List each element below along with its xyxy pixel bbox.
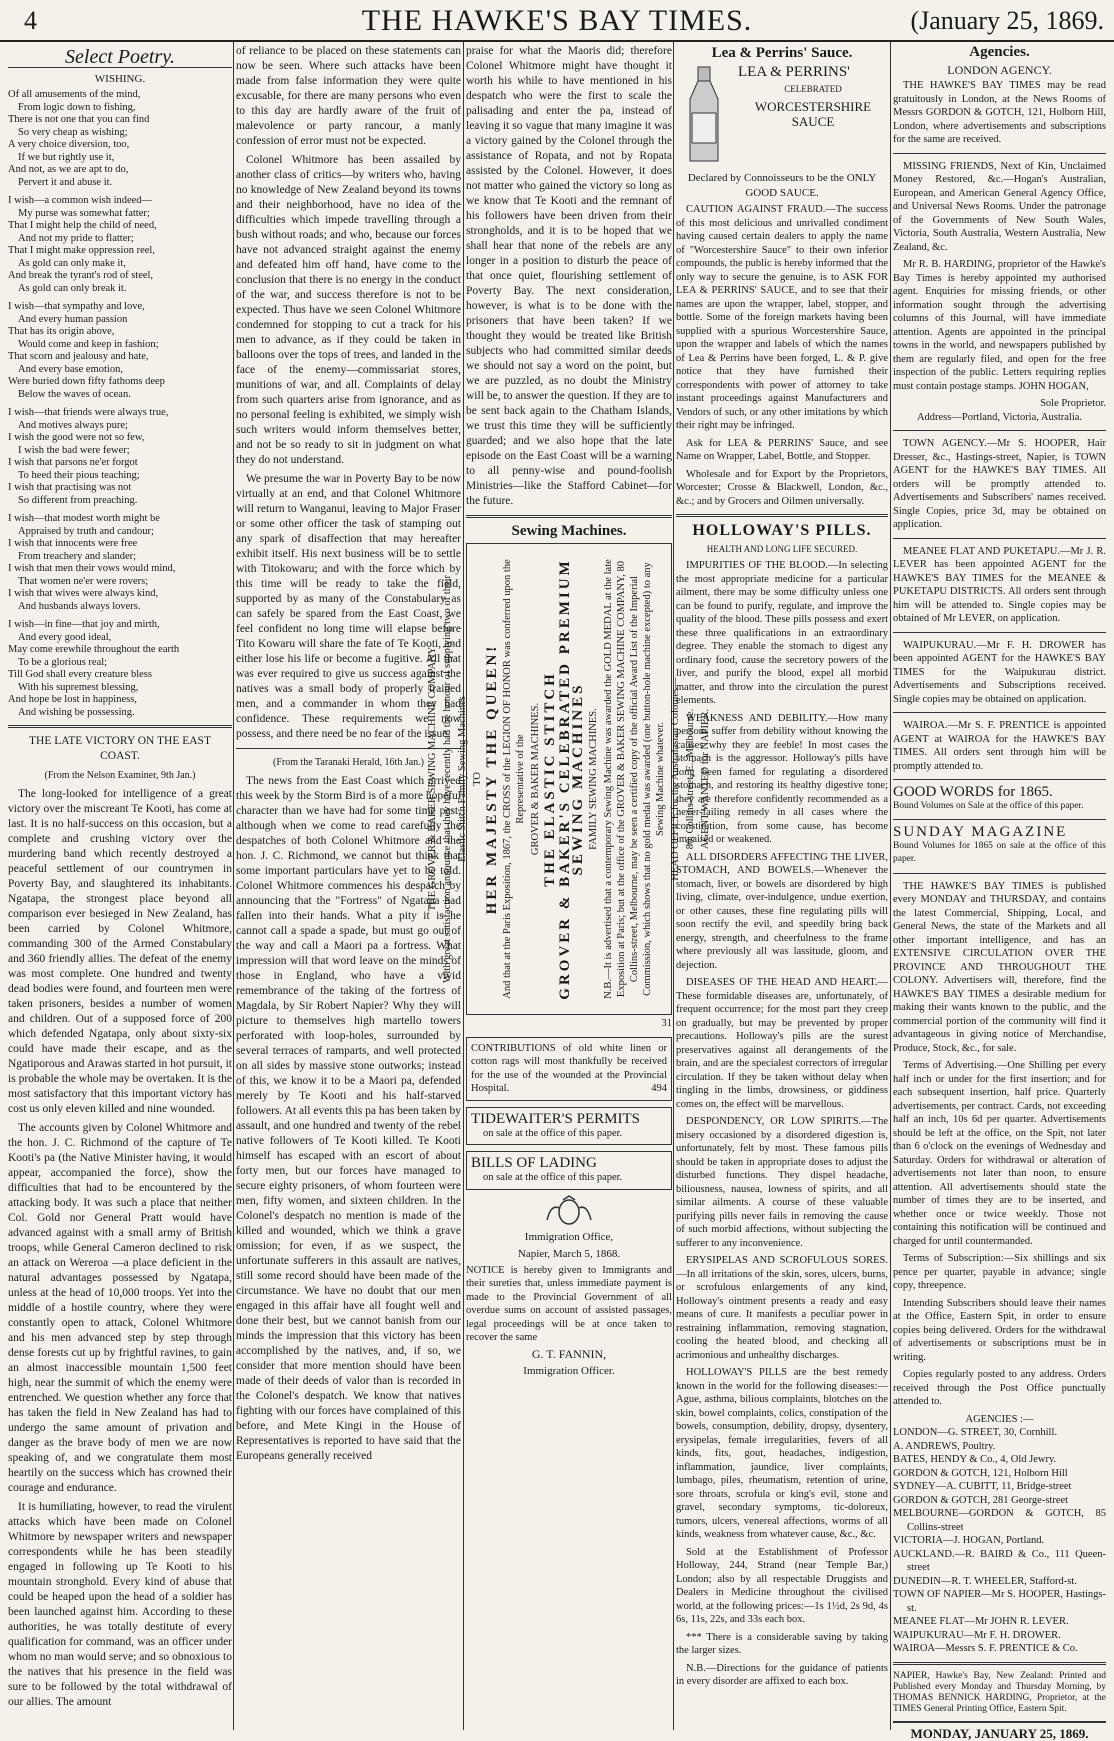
agencies-heading: Agencies. — [969, 44, 1030, 60]
column-rule — [233, 42, 234, 1730]
column-5 — [893, 44, 1106, 1741]
poem-line: If we but rightly use it, — [18, 151, 115, 163]
holloway-paragraph: HOLLOWAY'S PILLS are the best remedy known in the world for the following diseases:—Ague, asthma, bilious complaints, blotches on the skin, bowel complaints, colics, constipation of the bowels, consumption, debility, dropsy, dysentery, erysipelas, female irregularities, fevers of all kinds, fits, gout, headaches, indigestion, inflammation, jaundice, liver complaints, lumbago, piles, rheumatism, retention of urine, sore throats, scrofula or king's evil, stone and gravel, secondary symptoms, tic-doloreux, tumors, ulcers, venereal affections, worms of all kinds, weakness from whatever cause, &c., &c. — [676, 1367, 888, 1540]
poem-line: Appraised by truth and candour; — [18, 525, 154, 537]
sunday-magazine-title: SUNDAY MAGAZINE — [893, 824, 1068, 840]
sewing-ad-line: GROVER & BAKER MACHINES. — [530, 702, 541, 856]
poem-line: A very choice diversion, too, — [8, 139, 130, 150]
sewing-ad-line: HER MAJESTY THE QUEEN! — [484, 643, 500, 915]
lea-ask: Ask for LEA & PERRINS' Sauce, and see Name on Wrapper, Label, Bottle, and Stopper. — [676, 437, 888, 462]
divider — [8, 725, 232, 728]
lea-brand: LEA & PERRINS' — [738, 64, 850, 80]
poem-line: From treachery and slander; — [18, 550, 137, 562]
royal-arms-icon — [541, 1196, 597, 1226]
waipukurau-notice: WAIPUKURAU.—Mr F. H. DROWER has been appointed AGENT for the HAWKE'S BAY TIMES for the Waipukurau district. Advertisements and Subscriptions received. Single copies may be obtained on application. — [893, 639, 1106, 705]
lea-product: WORCESTERSHIRE SAUCE — [754, 99, 872, 129]
article-paragraph: We presume the war in Poverty Bay to be now virtually at an end, and that Colonel Whitmore will return to Wanganui, leaving to Major Fraser or some other officer the task of stamping out any spark of disaffection that may hereafter exhibit itself. His next business will be to settle with Titokowaru; and with the force which by this time will be ready to take the field, supported by as many of the Constabulary as can safely be spared from the East Coast, we feel confident no long time will elapse before Tito Kowaru will share the fate of Te Kooti, and either lose his life or become a fugitive. All that was ever required to give us success against the natives was a small body of properly trained men, and a commander in whom they had confidence. These requirements we now possess, and there need be no fear of the issue. — [236, 473, 461, 740]
article-paragraph: The accounts given by Colonel Whitmore and the hon. J. C. Richmond of the capture of Te Kooti's pa (the Native Minister having, it would appear, accompanied the force), show the difficulties that had to be encountered by the attacking body. It was such a place that neither Col. Gold nor General Pratt would have advanced against with a small army of British troops, while General Cameron declined to risk an attack on Wereroa —a place deficient in the natural advantages possessed by Ngatapa, unless at the head of 10,000 troops. Yet into the middle of a hostile country, where they were constantly open to attack, Colonel Whitmore and his men advanced step by step through dense forests cut up by frightful ravines, to gain an almost inaccessible mountain 1,500 feet high, near the summit of which the enemy were entrenched. We question whether any force that has taken the field in New Zealand has had to undergo the same amount of privation and danger as the brave body of men we are now speaking of, and we congratulate them most heartily on the success which has crowned their courage and endurance. — [8, 1122, 232, 1494]
poem-line: As gold can only make it, — [18, 257, 126, 269]
harding-notice: Mr R. B. HARDING, proprietor of the Hawke's Bay Times is hereby appointed my authorised agent. Enquiries for missing friends, or other information sought through the advertising columns of this Journal, will have immediate attention. Agents are appointed in the principal towns in the world, and newspapers published by them are regularly filed, and open for the free inspection of the public. Letters requiring replies must contain postage stamps. JOHN HOGAN, — [893, 259, 1106, 392]
poem-line: I wish—in fine—that joy and mirth, — [8, 619, 160, 630]
harding-address: Address—Portland, Victoria, Australia. — [916, 411, 1083, 423]
poem-line: I wish the bad were fewer; — [18, 444, 130, 456]
sewing-ad-line: THE ELASTIC STITCH — [542, 671, 558, 887]
poetry-section-heading: Select Poetry. — [65, 46, 175, 68]
poem-body — [8, 89, 232, 719]
lading-title: BILLS OF LADING — [471, 1155, 597, 1171]
lading-notice — [466, 1151, 672, 1190]
agency-list-item: AUCKLAND.—R. BAIRD & Co., 111 Queen-street — [893, 1548, 1106, 1573]
poem-line: I wish that practising was not — [8, 482, 132, 493]
poem-line: So different from preaching. — [18, 494, 138, 506]
poem-line: Pervert it and abuse it. — [18, 176, 113, 188]
holloway-paragraph: ERYSIPELAS AND SCROFULOUS SORES.—In all irritations of the skin, sores, ulcers, burns, or scrofulous enlargements of any kind, Holloway's ointment presents a ready and easy means of cure. It manifests a peculiar power in restraining inflammation, removing stagnation, cooling the heated blood, and checking all acrimonious and unhealthy discharges. — [676, 1255, 888, 1361]
contributions-number: 494 — [651, 1083, 667, 1094]
lea-celebrated: CELEBRATED — [784, 84, 842, 94]
poem-line: I wish—a common wish indeed— — [8, 195, 153, 206]
agency-list-item: MEANEE FLAT—Mr JOHN R. LEVER. — [893, 1616, 1069, 1627]
agency-list-item: A. ANDREWS, Poultry. — [893, 1440, 996, 1452]
column-4 — [676, 44, 888, 1730]
footer-date: MONDAY, JANUARY 25, 1869. — [893, 1721, 1106, 1741]
poem-line: That has its origin above, — [8, 326, 115, 337]
article-title: THE LATE VICTORY ON THE EAST COAST. — [29, 735, 211, 762]
poem-stanza — [8, 407, 232, 507]
holloway-paragraph: *** There is a considerable saving by taking the larger sizes. — [676, 1631, 888, 1656]
lea-tagline: Declared by Connoisseurs to be the ONLY GOOD SAUCE. — [687, 172, 877, 199]
poem-line: My purse was somewhat fatter; — [18, 207, 150, 219]
immigration-signature: G. T. FANNIN, — [531, 1346, 607, 1361]
sewing-ad-line: 80, Collins-street, E., Melbourne. — [685, 708, 696, 850]
divider — [466, 515, 672, 518]
agencies-list-heading: AGENCIES :— — [965, 1413, 1034, 1425]
imprint: NAPIER, Hawke's Bay, New Zealand: Printed and Published every Monday and Thursday Morning, by THOMAS BENNICK HARDING, Proprietor, at the TIMES General Printing Office, Eastern Spit. — [893, 1670, 1106, 1714]
article-paragraph: of reliance to be placed on these statements can now be seen. Where such attacks have been made from false information they were quite excusable, for there are many persons who even to this day are hardly aware of the fruit of malevolence or party rancour, a manly confession of error must not be expected. — [236, 45, 461, 147]
terms-advertising: Terms of Advertising.—One Shilling per every half inch or under for the first insertion; and for each subsequent insertion, half price. Quarterly advertisements, per contract. Cards, not exceeding half an inch, 10s 6d per quarter. Advertisements should be left at the office, on the Spit, not later than 6 o'clock on the evenings of Wednesday and Saturday. Orders for withdrawal or alteration of advertisements not later than noon, to ensure attention. All advertisements should state the number of times they are to be inserted, and whether once or twice weekly. Those not containing this notification will be continued and charged for until countermanded. — [893, 1060, 1106, 1247]
divider — [893, 819, 1106, 820]
holloway-paragraph: IMPURITIES OF THE BLOOD.—In selecting the most appropriate medicine for a particular ailment, there may be some difficulty unless one can be found to purify, regulate, and improve the quality of the blood. These pills possess and exert these three qualifications in an extraordinary degree. They enable the stomach to digest any ordinary food, cause the secretory powers of the liver, and purify the blood, expel all morbid matter, and throw into the circulation the purest elements. — [676, 560, 888, 706]
poem-stanza — [8, 301, 232, 401]
sewing-ad-line: AGENT WANTED for NAPIER. — [700, 708, 711, 850]
agency-list-item: GORDON & GOTCH, 281 George-street — [893, 1494, 1069, 1506]
hbt-notice: THE HAWKE'S BAY TIMES is published every MONDAY and THURSDAY, and contains the latest Commercial, Shipping, Local, and General News, the state of the Markets and all other important intelligence, and has an EXTENSIVE CIRCULATION OVER THE PROVINCE AND THROUGHOUT THE COLONY. Advertisers will, therefore, find the HAWKE'S BAY TIMES a desirable medium for making their wants known to the public, and the commercial portion of the community will find it advantageous in giving notice of Merchandise, Produce, Stock, &c., for sale. — [893, 880, 1106, 1054]
poem-line: With his supremest blessing, — [18, 681, 139, 693]
harding-signature: Sole Proprietor. — [1040, 398, 1106, 409]
newspaper-title: THE HAWKE'S BAY TIMES. — [361, 4, 753, 37]
poem-line: And motives always pure; — [18, 419, 128, 431]
intending-subscribers: Intending Subscribers should leave their names at the Office, Eastern Spit, in order to ensure copies being delivered. Orders for the withdrawal of advertisements or subscriptions must be in writing. — [893, 1297, 1106, 1363]
poem-line: And not, as we are apt to do, — [8, 164, 129, 175]
poem-line: I wish that parsons ne'er forgot — [8, 457, 138, 468]
issue-date: (January 25, 1869. — [910, 6, 1104, 35]
article-source: (From the Nelson Examiner, 9th Jan.) — [44, 770, 196, 781]
poem-line: That I might make oppression reel, — [8, 245, 155, 256]
lading-sub: on sale at the office of this paper. — [483, 1172, 623, 1183]
contributions-text: CONTRIBUTIONS of old white linen or cotton rags will most thankfully be received for the use of the wounded at the Provincial Hospital. — [471, 1042, 667, 1094]
poem-line: Would come and keep in fashion; — [18, 338, 159, 350]
poem-stanza — [8, 195, 232, 295]
divider — [893, 712, 1106, 713]
poem-stanza — [8, 513, 232, 613]
contributions-notice — [466, 1037, 672, 1101]
town-agency-notice: TOWN AGENCY.—Mr S. HOOPER, Hair Dresser, &c., Hastings-street, Napier, is TOWN AGENT for the HAWKE'S BAY TIMES. All orders will be promptly attended to. Advertisements and Subscribers' names received. Single Copies, price 3d, may be obtained on application. — [893, 438, 1106, 530]
missing-friends-notice: MISSING FRIENDS, Next of Kin, Unclaimed Money Restored, &c.—Hogan's Australian, European, and American General Agency Office, and Universal News Rooms. Under the patronage of the Governments of New South Wales, Victoria, South Australia, Western Australia, New Zealand, &c. — [893, 160, 1106, 253]
sewing-ad-line: N.B.—It is advertised that a contemporary Sewing Machine was awarded the GOLD MEDAL at the late Exposition at Paris; but at the office of the GROVER & BAKER SEWING MACHINE COMPANY, 80 Collins-street, Melbourne, may be seen a certified copy of the official Award List of the Imperial Commission, which shows that no gold medal was awarded (one button-hole machine excepted) to any Sewing Machine whatever. — [603, 559, 666, 999]
sewing-ad-line: GROVER & BAKER'S CELEBRATED PREMIUM SEWING MACHINES — [557, 558, 586, 1000]
poem-line: There is not one that you can find — [8, 114, 150, 125]
poem-line: And every base emotion, — [18, 363, 123, 375]
poem-line: Till God shall every creature bless — [8, 669, 152, 680]
sunday-magazine-sub: Bound Volumes for 1865 on sale at the office of this paper. — [893, 840, 1106, 864]
divider — [893, 632, 1106, 633]
sewing-ad-line: With great satisfaction announce that they have recently had the honour of supplying two of their — [442, 574, 453, 984]
london-agency-notice: THE HAWKE'S BAY TIMES may be read gratuitously in London, at the News Rooms of Messrs GORDON & GOTCH, 121, Holborn Hill, London, where advertisements and subscriptions for the same are received. — [893, 80, 1106, 145]
column-1 — [8, 44, 232, 1730]
divider — [893, 1662, 1106, 1665]
page-number: 4 — [24, 6, 37, 35]
poem-line: To be a glorious real; — [18, 656, 108, 668]
article-source: (From the Taranaki Herald, 16th Jan.) — [272, 757, 424, 768]
holloway-paragraph: WEAKNESS AND DEBILITY.—How many persons suffer from debility without knowing the causes why they are feeble! In most cases the stomach is the aggressor. Holloway's pills have long been famed for regulating a disordered stomach, and restoring its healthy digestive tone; they are therefore confidently recommended as a never-failing remedy in all cases where the constitution, from some cause, has become impaired or weakened. — [676, 712, 888, 845]
divider — [893, 873, 1106, 874]
sewing-ad-text — [424, 549, 714, 1009]
divider — [676, 514, 888, 517]
poem-line: Were buried down fifty fathoms deep — [8, 376, 165, 387]
column-3 — [427, 44, 711, 1730]
immigration-office: Immigration Office, — [524, 1230, 614, 1243]
lea-wholesale: Wholesale and for Export by the Proprietors, Worcester; Crosse & Blackwell, London, &c., &c.; and by Grocers and Oilmen universally. — [676, 468, 888, 507]
masthead — [0, 0, 1114, 42]
holloway-paragraph: DESPONDENCY, OR LOW SPIRITS.—The misery occasioned by a disordered digestion is, unfortunately, felt by most. These famous pills should be taken in appropriate doses to adjust the disturbed functions. They dispel headache, biliousness, nausea, lowness of spirits, and all similar ailments. A course of these valuable purifying pills never fails in removing the cause of such morbid affections, without subjecting the sufferer to any inconvenience. — [676, 1116, 888, 1249]
article-paragraph: The long-looked for intelligence of a great victory over the miscreant Te Kooti, has come at last. It is no half-success on this occasion, but a complete and crushing victory over the murdering band which recently destroyed a peaceful settlement of our countrymen in Poverty Bay, and slaughtered its inhabitants. Ngatapa, the strongest place beyond all comparison ever besieged in New Zealand, has been carried by Colonel Whitmore, commanding 300 of the Armed Constabulary and 360 friendly allies. The defeat of the enemy was most complete. One hundred and twenty dead bodies were found, and fourteen men were taken prisoners, besides a number of women and children. Out of a supposed force of 200 which defended Ngatapa, only about sixty-six could have made their escape, and as the Ngatiporous and Arawas started in hot pursuit, it is probable the whole may be overtaken. It is the most satisfactory that this important victory has cost us only eleven killed and nine wounded. — [8, 788, 232, 1115]
poem-line: Of all amusements of the mind, — [8, 89, 141, 100]
article-paragraph: praise for what the Maoris did; therefore Colonel Whitmore might have thought it worth his while to have mentioned in his despatch who were the first to scale the palisading and enter the pa, instead of leaving it so vague that many imagine it was a victory gained by the Colonel through the assistance of Ropata, and not by Ropata assisted by the Colonel. However, it does not matter who gained the victory so long as we know that Te Kooti and the remnant of his followers have been driven from their strongholds, and it is to be hoped that we shall hear that none of the rebels are any longer in a position to disturb the peace of that once quiet, flourishing settlement of Poverty Bay. The next consideration, however, is what is to be done with the prisoners that have been taken? If we thought they would be treated like British subjects who had committed similar deeds we should not say a word on the point, but we are puzzled, as no doubt the Ministry will be, to answer the question. If they are to be sent back again to the Chatham Islands, we trust this time they will be sufficiently guarded; and we also hope that the late episode on the East Coast will be a warning to all penny-wise and pound-foolish Ministries—like the Stafford Cabinet—for the future. — [466, 45, 672, 507]
agency-list-item: DUNEDIN—R. T. WHEELER, Stafford-st. — [893, 1575, 1077, 1587]
agency-list-item: WAIPUKURAU—Mr F. H. DROWER. — [893, 1629, 1061, 1641]
poem-line: And husbands always lovers. — [18, 600, 141, 612]
agency-list-item: MELBOURNE—GORDON & GOTCH, 85 Collins-street — [893, 1508, 1106, 1533]
poem-line: That I might help the child of need, — [8, 220, 157, 231]
sewing-ad-line: Elastic Stitch Family Sewing Machines — [457, 696, 468, 862]
poem-line: I wish—that friends were always true, — [8, 407, 169, 418]
lea-caution: CAUTION AGAINST FRAUD.—The success of this most delicious and unrivalled condiment having caused certain dealers to apply the name of "Worcestershire Sauce" to their own inferior compounds, the public is hereby informed that the only way to secure the genuine, is to ASK FOR LEA & PERRINS' SAUCE, and to see that their names are upon the wrapper, label, stopper, and bottle. Some of the foreign markets having been supplied with a spurious Worcestershire Sauce, upon the wrapper and labels of which the names of Lea & Perrins have been forged, L. & P. give notice that they have furnished their correspondents with power of attorney to take instant proceedings against Manufacturers and Vendors of such, or any other imitations by which their right may be infringed. — [676, 204, 888, 431]
holloway-paragraph: ALL DISORDERS AFFECTING THE LIVER, STOMACH, AND BOWELS.—Whenever the stomach, liver, or bowels are disordered by high living, climate, over-indulgence, undue exertion, or other causes, these fine regulating pills will soon rectify the evil, and speedily bring back energy, strength, and cheerfulness to the frame where previously all was lassitude, gloom, and dejection. — [676, 851, 888, 971]
poem-line: To heed their pious teaching; — [18, 469, 140, 481]
immigration-signature-title: Immigration Officer. — [523, 1364, 615, 1377]
london-agency-heading: LONDON AGENCY. — [947, 62, 1052, 77]
poem-line: I wish—that modest worth might be — [8, 513, 160, 524]
poem-line: And every good ideal, — [18, 631, 112, 643]
sewing-ad-line: TO — [472, 772, 483, 786]
poem-line: That scorn and jealousy and hate, — [8, 351, 149, 362]
poem-line: And hope be lost in happiness, — [8, 694, 137, 705]
divider — [893, 779, 1106, 780]
agency-list-item: WAIROA—Messrs S. F. PRENTICE & Co. — [893, 1643, 1078, 1654]
poem-title: WISHING. — [8, 67, 232, 87]
agency-list-item: VICTORIA—J. HOGAN, Portland. — [893, 1535, 1045, 1546]
sewing-ad-line: HEAD OFFICE for the Australasian Colonies— — [670, 677, 681, 881]
poem-line: That women ne'er were rovers; — [18, 575, 149, 587]
article-paragraph: It is humiliating, however, to read the virulent attacks which have been made on Colonel Whitmore by newspaper writers and newspaper correspondents while he has been steadily engaged in following up Te Kooti to his mountain stronghold. Every kind of abuse that could be heaped upon the head of a soldier has been launched against him. According to these authorities, he was totally destitute of every qualification for command, was an officer under whom no man would serve; and so obnoxious to the natives that his presence in the field was sure to be followed by the total withdrawal of our allies. The amount — [8, 1501, 232, 1708]
agency-list-item: TOWN OF NAPIER—Mr S. HOOPER, Hastings-st. — [893, 1589, 1106, 1614]
agency-list-item: GORDON & GOTCH, 121, Holborn Hill — [893, 1467, 1068, 1479]
sewing-machine-ad — [427, 543, 711, 1015]
good-words-sub: Bound Volumes on Sale at the office of this paper. — [893, 800, 1084, 811]
sauce-bottle-icon — [676, 65, 732, 165]
tidewaiter-notice — [466, 1107, 672, 1146]
immigration-notice: NOTICE is hereby given to Immigrants and their sureties that, unless immediate payment is made to the Provincial Government of all overdue sums on account of assisted passages, legal proceedings will be at once taken to recover the same — [466, 1264, 672, 1343]
holloway-paragraph: Sold at the Establishment of Professor Holloway, 244, Strand (near Temple Bar,) London; also by all respectable Druggists and Dealers in Medicine throughout the civilised world, at the following prices:—1s 1½d, 2s 9d, 4s 6s, 11s, 22s, and 33s each box. — [676, 1546, 888, 1625]
article-paragraph: The news from the East Coast which arrived this week by the Storm Bird is of a more hopeful character than we have had for some time past, although when we come to read carefully the despatches of both Colonel Whitmore and the hon. J. C. Richmond, we cannot but think that some important particulars have yet to be told. Colonel Whitmore commences his despatch by announcing that the "Fortress" of Ngatapa had fallen into their hands. What a pity it is he cannot call a spade a spade, but must go out of the way and call a Maori pa a fortress. What impression will that word leave on the minds of those in England, who have a vivid remembrance of the taking of the fortress of Magdala, by Sir Robert Napier? Why they will picture to themselves high martello towers perforated with loop-holes, surrounded by several terraces of ramparts, and well protected on all sides by massive stone outworks; instead of this, we know it to be a Maori pa, defended merely by Te Kooti and his half-starved followers. At all events this pa has been taken by assault, and one hundred and twenty of the rebel native followers of Te Kooti killed. Te Kooti himself has escaped with an escort of about forty men, but our forces have managed to secure eighty prisoners, of whom fourteen were men, fifty women, and sixteen children. In the Colonel's despatch no mention is made of the killed and wounded, which we think a grave omission; for even, if as we suspect, the unfortunate sufferers in this assault are natives, still some record should have been made of the circumstance. We have no doubt that our men engaged in this affair have all fought well and done their best, but we cannot banish from our minds the impression that this victory has been accomplished by the natives, and, if so, we consider that more mention should have been made of their deeds of valor than is recorded in the Colonel's despatch. We know that natives fighting with our forces have complained of this before, and Mete Kingi in the House of Representatives is reported to have said that the Europeans generally received — [236, 775, 461, 1462]
divider — [893, 430, 1106, 431]
poem-line: I wish that men their vows would mind, — [8, 563, 176, 574]
wairoa-notice: WAIROA.—Mr S. F. PRENTICE is appointed AGENT at WAIROA for the HAWKE'S BAY TIMES. All orders sent through him will be promptly attended to. — [893, 720, 1106, 772]
divider — [893, 538, 1106, 539]
poem-line: And wishing be possessing. — [18, 706, 135, 718]
poem-line: I wish that innocents were free — [8, 538, 138, 549]
agency-list-item: LONDON—G. STREET, 30, Cornhill. — [893, 1427, 1058, 1438]
sewing-ad-line: FAMILY SEWING MACHINES. — [588, 708, 599, 850]
poem-line: From logic down to fishing, — [18, 101, 136, 113]
holloway-paragraph: N.B.—Directions for the guidance of patients in every disorder are affixed to each box. — [676, 1662, 888, 1687]
holloway-subheading: HEALTH AND LONG LIFE SECURED. — [706, 544, 858, 554]
divider — [893, 153, 1106, 154]
holloway-paragraph: DISEASES OF THE HEAD AND HEART.—These formidable diseases are, unfortunately, of frequent occurrence; for the most part they creep on gradually, but may be prevented by proper precautions. Holloway's pills are the surest preservatives against all derangements of the brain, and are the specialest correctors of irregular circulation. If they be taken without delay when tingling in the limbs, drowsiness, or giddiness comes on, the effect will be marvellous. — [676, 977, 888, 1110]
meanee-notice: MEANEE FLAT AND PUKETAPU.—Mr J. R. LEVER has been appointed AGENT for the HAWKE'S BAY TIMES for the MEANEE & PUKETAPU DISTRICTS. All orders sent through him will be attended to. Single copies may be obtained of Mr LEVER, on application. — [893, 545, 1106, 624]
poem-line: May come erewhile throughout the earth — [8, 644, 180, 655]
holloway-heading: HOLLOWAY'S PILLS. — [692, 522, 872, 539]
poem-line: I wish that wives were always kind, — [8, 588, 159, 599]
holloway-body — [676, 559, 888, 1689]
good-words-title: GOOD WORDS for 1865. — [893, 784, 1053, 800]
article-paragraph: Colonel Whitmore has been assailed by another class of critics—by writers who, having no knowledge of New Zealand beyond its towns and their neighborhood, have no idea of the difficulties which impede travelling through a bush without roads; and who, because our forces have not advanced straight against the enemy and defeated him off hand, have come to the conclusion that there is no energy in the conduct of the war, and success therefore is not to be expected. Thus have we seen Colonel Whitmore condemned for stopping to cut a track for his men to advance, as if they could be taken in balloons over the tops of trees, and landed in the face of the enemy—commissariat stores, munitions of war, and all. Complaints of delay from such quarters arise from ignorance, and as no personal feeling is exhibited, we simply wish such writers would inform themselves better, and not be so ready to sit in judgment on what they do not understand. — [236, 154, 461, 466]
terms-subscription: Terms of Subscription:—Six shillings and six pence per quarter, payable in advance; single copy, threepence. — [893, 1253, 1106, 1291]
tidewaiter-sub: on sale at the office of this paper. — [483, 1127, 623, 1139]
poem-line: As gold can only break it. — [18, 282, 127, 294]
column-rule — [890, 42, 891, 1730]
sewing-ad-line: And that at the Paris Exposition, 1867, the CROSS of the LEGION OF HONOR was conferred upon the Representative of the — [502, 559, 526, 999]
poem-line: And every human passion — [18, 313, 128, 325]
poem-line: Below the waves of ocean. — [18, 388, 131, 400]
poem-line: And break the tyrant's rod of steel, — [8, 270, 154, 281]
tidewaiter-title: TIDEWAITER'S PERMITS — [471, 1110, 640, 1127]
poem-line: I wish the good were not so few, — [8, 432, 145, 443]
sewing-heading: Sewing Machines. — [511, 523, 627, 539]
agency-list — [893, 1426, 1106, 1656]
ad-number: 31 — [661, 1018, 672, 1029]
lea-perrins-heading: Lea & Perrins' Sauce. — [711, 45, 853, 61]
agency-list-item: BATES, HENDY & Co., 4, Old Jewry. — [893, 1454, 1057, 1465]
agency-list-item: SYDNEY—A. CUBITT, 11, Bridge-street — [893, 1481, 1072, 1492]
immigration-date: Napier, March 5, 1868. — [517, 1247, 621, 1260]
poem-line: I wish—that sympathy and love, — [8, 301, 145, 312]
sewing-ad-line: THE GROVER & BAKER SEWING MACHINE COMPANY — [427, 646, 438, 912]
poem-stanza — [8, 89, 232, 189]
poem-line: And not my pride to flatter; — [18, 232, 134, 244]
poem-line: So very cheap as wishing; — [18, 126, 128, 138]
copies-notice: Copies regularly posted to any address. Orders received through the Post Office punctually attended to. — [893, 1369, 1106, 1407]
poem-stanza — [8, 619, 232, 719]
